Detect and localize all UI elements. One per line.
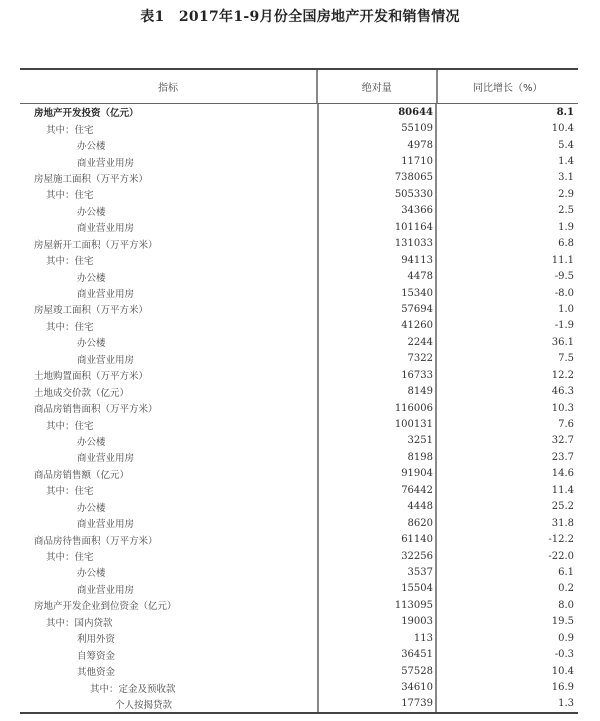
- row-label: 办公楼: [77, 502, 106, 514]
- row-growth: 8.0: [435, 597, 576, 613]
- table-row: [20, 679, 578, 695]
- row-value: 34366: [317, 203, 435, 219]
- row-label: 其中：国内贷款: [46, 617, 113, 629]
- row-label: 其中：住宅: [46, 552, 94, 564]
- row-growth: 5.4: [435, 137, 576, 153]
- table-row: [20, 416, 578, 432]
- row-label: 其中：住宅: [46, 486, 94, 498]
- row-value: 91904: [317, 466, 435, 482]
- row-value: 113: [317, 630, 435, 646]
- row-label: 办公楼: [77, 141, 106, 153]
- row-growth: 31.8: [435, 515, 576, 531]
- row-growth: 36.1: [435, 334, 576, 350]
- row-value: 3537: [317, 564, 435, 580]
- table-row: [20, 466, 578, 482]
- table-row: [20, 646, 578, 662]
- row-label: 办公楼: [77, 206, 106, 218]
- row-growth: 0.2: [435, 581, 576, 597]
- row-growth: 19.5: [435, 614, 576, 630]
- row-value: 11710: [317, 153, 435, 169]
- row-value: 116006: [317, 400, 435, 416]
- row-value: 15504: [317, 581, 435, 597]
- row-growth: -0.3: [435, 646, 576, 662]
- row-label: 土地成交价款（亿元）: [34, 387, 130, 399]
- table-row: [20, 236, 578, 252]
- row-value: 41260: [317, 318, 435, 334]
- row-growth: 32.7: [435, 433, 576, 449]
- row-value: 17739: [317, 696, 435, 712]
- row-label: 房地产开发企业到位资金（亿元）: [34, 601, 177, 613]
- row-label: 办公楼: [77, 338, 106, 350]
- row-value: 15340: [317, 285, 435, 301]
- table-row: [20, 614, 578, 630]
- row-label: 自筹资金: [77, 650, 116, 662]
- row-label: 商业营业用房: [77, 519, 135, 531]
- row-value: 505330: [317, 186, 435, 202]
- header-growth: 同比增长（%）: [436, 70, 579, 103]
- row-growth: 14.6: [435, 466, 576, 482]
- table-row: [20, 285, 578, 301]
- row-value: 36451: [317, 646, 435, 662]
- row-value: 4978: [317, 137, 435, 153]
- table-row: [20, 581, 578, 597]
- table-row: [20, 203, 578, 219]
- row-growth: 6.8: [435, 236, 576, 252]
- row-value: 3251: [317, 433, 435, 449]
- table-row: [20, 137, 578, 153]
- row-label: 其中：住宅: [46, 190, 94, 202]
- table-row: [20, 170, 578, 186]
- bottom-rule: [20, 712, 578, 714]
- table-body: [20, 104, 578, 712]
- row-label: 房屋竣工面积（万平方米）: [34, 305, 149, 317]
- row-value: 16733: [317, 367, 435, 383]
- row-growth: 6.1: [435, 564, 576, 580]
- row-label: 商业营业用房: [77, 157, 135, 169]
- table-row: [20, 449, 578, 465]
- row-label: 商品房销售面积（万平方米）: [34, 404, 158, 416]
- header-absolute: 绝对量: [316, 70, 436, 103]
- row-growth: 25.2: [435, 499, 576, 515]
- row-label: 商品房销售额（亿元）: [34, 469, 130, 481]
- row-growth: 8.1: [435, 104, 576, 120]
- table-row: [20, 630, 578, 646]
- row-value: 8198: [317, 449, 435, 465]
- table-row: [20, 383, 578, 399]
- row-growth: 3.1: [435, 170, 576, 186]
- row-growth: 11.1: [435, 252, 576, 268]
- table-row: [20, 153, 578, 169]
- row-growth: 1.3: [435, 696, 576, 712]
- table-row: [20, 104, 578, 120]
- row-value: 738065: [317, 170, 435, 186]
- row-label: 其中：住宅: [46, 124, 94, 136]
- row-value: 4478: [317, 268, 435, 284]
- data-table: [20, 68, 578, 714]
- table-row: [20, 663, 578, 679]
- table-row: [20, 367, 578, 383]
- row-value: 34610: [317, 679, 435, 695]
- table-row: [20, 482, 578, 498]
- row-growth: -12.2: [435, 531, 576, 547]
- row-label: 办公楼: [77, 272, 106, 284]
- table-row: [20, 318, 578, 334]
- row-label: 土地购置面积（万平方米）: [34, 371, 149, 383]
- table-row: [20, 120, 578, 136]
- row-value: 76442: [317, 482, 435, 498]
- row-value: 8149: [317, 383, 435, 399]
- row-value: 8620: [317, 515, 435, 531]
- row-growth: 1.0: [435, 301, 576, 317]
- row-label: 其中：定金及预收款: [90, 683, 176, 695]
- row-value: 57528: [317, 663, 435, 679]
- row-label: 办公楼: [77, 436, 106, 448]
- row-value: 19003: [317, 614, 435, 630]
- row-value: 61140: [317, 531, 435, 547]
- row-value: 55109: [317, 120, 435, 136]
- table-row: [20, 433, 578, 449]
- row-growth: 10.4: [435, 120, 576, 136]
- row-label: 个人按揭贷款: [115, 699, 173, 711]
- table-row: [20, 597, 578, 613]
- row-label: 商品房待售面积（万平方米）: [34, 535, 158, 547]
- table-row: [20, 564, 578, 580]
- row-growth: 1.9: [435, 219, 576, 235]
- header-indicator: 指标: [157, 83, 178, 94]
- row-label: 商业营业用房: [77, 584, 135, 596]
- row-growth: -8.0: [435, 285, 576, 301]
- row-growth: 2.5: [435, 203, 576, 219]
- row-growth: 7.5: [435, 351, 576, 367]
- table-header: [20, 70, 578, 104]
- row-growth: 11.4: [435, 482, 576, 498]
- row-growth: -9.5: [435, 268, 576, 284]
- row-label: 其他资金: [77, 667, 116, 679]
- row-label: 利用外资: [77, 634, 116, 646]
- table-row: [20, 334, 578, 350]
- table-row: [20, 268, 578, 284]
- row-label: 房地产开发投资（亿元）: [34, 108, 139, 120]
- table-row: [20, 186, 578, 202]
- table-row: [20, 548, 578, 564]
- row-label: 房屋新开工面积（万平方米）: [34, 239, 158, 251]
- row-label: 商业营业用房: [77, 223, 135, 235]
- row-value: 131033: [317, 236, 435, 252]
- row-value: 32256: [317, 548, 435, 564]
- row-label: 其中：住宅: [46, 420, 94, 432]
- table-row: [20, 219, 578, 235]
- row-value: 100131: [317, 416, 435, 432]
- row-growth: -1.9: [435, 318, 576, 334]
- row-label: 其中：住宅: [46, 321, 94, 333]
- row-growth: 2.9: [435, 186, 576, 202]
- row-growth: 16.9: [435, 679, 576, 695]
- table-row: [20, 499, 578, 515]
- row-value: 101164: [317, 219, 435, 235]
- row-growth: 10.3: [435, 400, 576, 416]
- row-value: 4448: [317, 499, 435, 515]
- table-row: [20, 531, 578, 547]
- row-value: 7322: [317, 351, 435, 367]
- row-growth: 7.6: [435, 416, 576, 432]
- table-title: 表1 2017年1-9月份全国房地产开发和销售情况: [140, 9, 460, 25]
- table-row: [20, 351, 578, 367]
- row-label: 商业营业用房: [77, 354, 135, 366]
- row-label: 商业营业用房: [77, 289, 135, 301]
- row-label: 办公楼: [77, 568, 106, 580]
- row-value: 57694: [317, 301, 435, 317]
- table-row: [20, 696, 578, 712]
- row-growth: 0.9: [435, 630, 576, 646]
- table-row: [20, 252, 578, 268]
- row-label: 房屋施工面积（万平方米）: [34, 173, 149, 185]
- row-label: 商业营业用房: [77, 453, 135, 465]
- row-value: 94113: [317, 252, 435, 268]
- row-growth: -22.0: [435, 548, 576, 564]
- row-growth: 10.4: [435, 663, 576, 679]
- table-row: [20, 400, 578, 416]
- row-growth: 23.7: [435, 449, 576, 465]
- row-value: 80644: [317, 104, 435, 120]
- table-row: [20, 515, 578, 531]
- row-growth: 1.4: [435, 153, 576, 169]
- row-value: 113095: [317, 597, 435, 613]
- row-growth: 46.3: [435, 383, 576, 399]
- table-row: [20, 301, 578, 317]
- row-value: 2244: [317, 334, 435, 350]
- row-growth: 12.2: [435, 367, 576, 383]
- row-label: 其中：住宅: [46, 256, 94, 268]
